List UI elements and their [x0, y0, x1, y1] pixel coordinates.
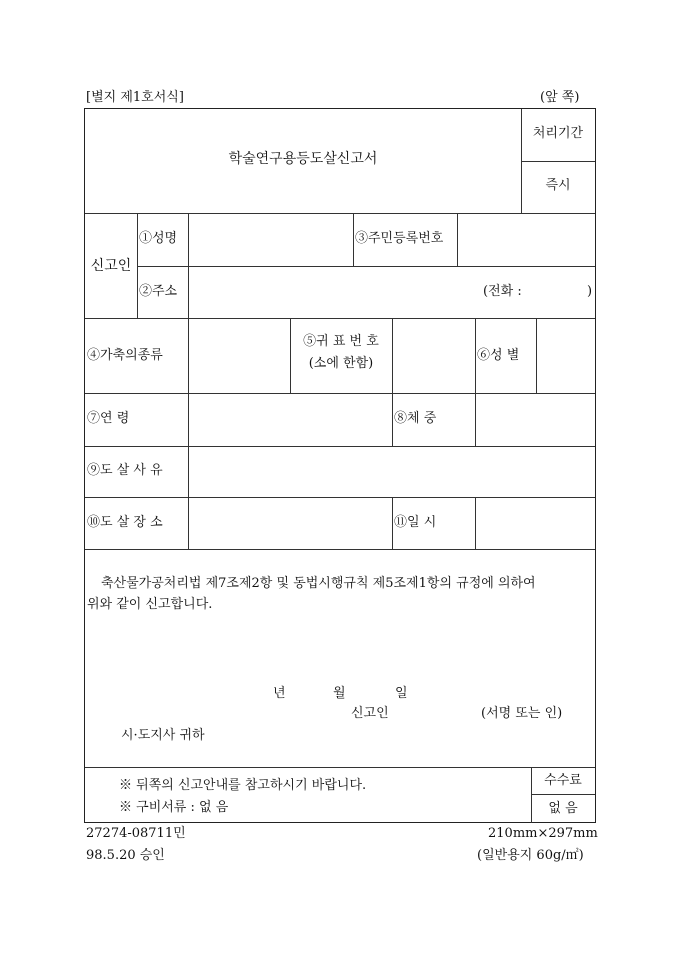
reporter-label-divider — [137, 213, 138, 318]
fee-value: 없 음 — [548, 801, 578, 816]
report-form — [84, 108, 596, 823]
tag-value-divider — [392, 318, 393, 393]
signer-label: 신고인 — [351, 706, 389, 721]
livestock-kind-label: ④가축의종류 — [87, 348, 163, 363]
sex-label: ⑥성 별 — [477, 348, 520, 363]
sex-value-divider — [536, 318, 537, 393]
processing-period-value: 즉시 — [545, 178, 571, 193]
paper-size: 210mm×297mm — [488, 826, 598, 841]
phone-close: ) — [587, 284, 593, 299]
row-divider-kind — [85, 393, 595, 394]
name-label: ①성명 — [139, 231, 178, 246]
slaughter-reason-label: ⑨도 살 사 유 — [87, 463, 163, 478]
weight-value-divider — [475, 393, 476, 446]
ear-tag-sub: (소에 한함) — [308, 356, 374, 371]
page-side-label: (앞 쪽) — [540, 90, 580, 105]
reporter-label: 신고인 — [90, 258, 132, 274]
weight-label: ⑧체 중 — [394, 411, 437, 426]
row-divider-name — [137, 266, 595, 267]
datetime-label: ⑪일 시 — [394, 515, 437, 530]
signature-note: (서명 또는 인) — [481, 706, 563, 721]
row-divider-title — [85, 213, 595, 214]
form-code: 27274-08711민 — [86, 826, 186, 841]
age-weight-divider — [392, 393, 393, 446]
form-title: 학술연구용등도살신고서 — [228, 151, 378, 167]
slaughter-place-label: ⑩도 살 장 소 — [87, 515, 163, 530]
processing-period-label: 처리기간 — [532, 126, 584, 141]
row-divider-place — [85, 549, 595, 550]
name-id-divider — [353, 213, 354, 266]
resident-id-label: ③주민등록번호 — [355, 231, 444, 246]
kind-tag-divider — [290, 318, 291, 393]
date-year: 년 — [273, 686, 286, 701]
address-label: ②주소 — [139, 284, 178, 299]
processing-divider — [521, 161, 595, 162]
row-divider-address — [85, 318, 595, 319]
row-divider-statement — [85, 767, 595, 768]
title-processing-divider — [521, 109, 522, 213]
statement-line-2: 위와 같이 신고합니다. — [87, 597, 213, 612]
place-datetime-divider — [392, 497, 393, 549]
fee-label: 수수료 — [544, 773, 582, 788]
ear-tag-label: ⑤귀 표 번 호 — [303, 334, 379, 349]
id-value-divider — [457, 213, 458, 266]
note-guidance: ※ 뒤쪽의 신고안내를 참고하시기 바랍니다. — [119, 778, 367, 793]
date-day: 일 — [395, 686, 408, 701]
date-month: 월 — [333, 686, 346, 701]
age-label: ⑦연 령 — [87, 411, 130, 426]
paper-type: (일반용지 60g/㎡) — [477, 848, 584, 863]
approval-date: 98.5.20 승인 — [86, 848, 165, 863]
row-divider-reason — [85, 497, 595, 498]
recipient: 시·도지사 귀하 — [121, 728, 205, 743]
row-divider-age — [85, 446, 595, 447]
label-column-divider — [188, 318, 189, 549]
datetime-value-divider — [475, 497, 476, 549]
fee-divider — [531, 794, 595, 795]
reporter-field-divider — [188, 213, 189, 318]
form-number: [별지 제1호서식] — [86, 90, 184, 105]
note-documents: ※ 구비서류 : 없 음 — [119, 800, 229, 815]
sex-label-divider — [475, 318, 476, 393]
statement-line-1: 축산물가공처리법 제7조제2항 및 동법시행규칙 제5조제1항의 규정에 의하여 — [101, 576, 536, 591]
phone-open: (전화 : — [483, 284, 522, 299]
